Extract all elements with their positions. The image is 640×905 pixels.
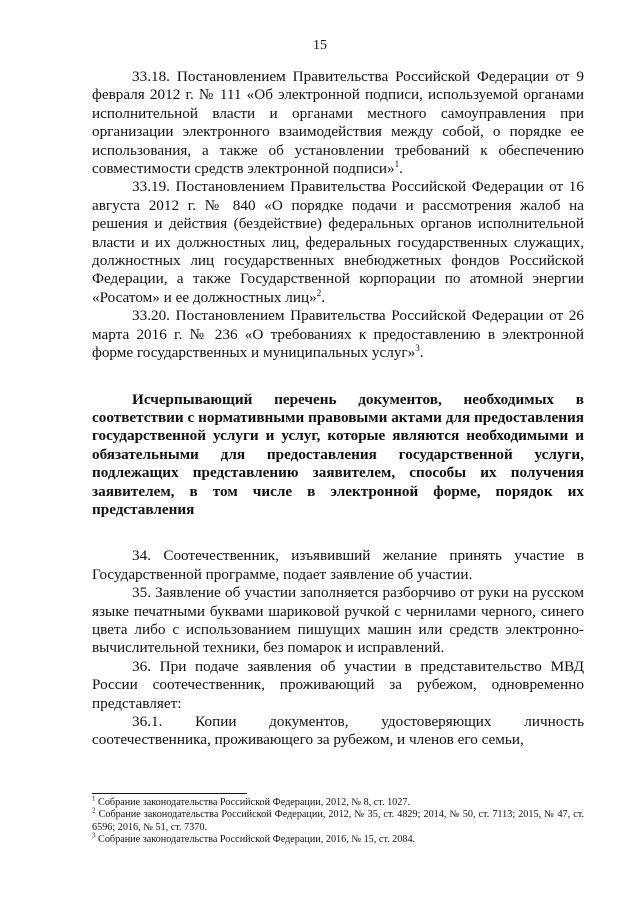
footnote-text: Собрание законодательства Российской Федерации, 2012, № 35, ст. 4829; 2014, № 50, ст. 7113; 2015, № 47, ст. 6596; 2016, № 51, ст. 7370.	[92, 809, 585, 833]
footnote-number: 1	[92, 794, 96, 803]
paragraph-33-20: 33.20. Постановлением Правительства Российской Федерации от 26 марта 2016 г. № 236 «О требованиях к предоставлению в электронной форме государственных и муниципальных услуг»$^3$.	[92, 307, 584, 362]
footnote-ref: 3	[415, 343, 420, 354]
footnote-ref: 1	[394, 158, 400, 169]
document-body	[92, 68, 584, 750]
footnote-2	[92, 809, 584, 834]
footnote-number: 3	[92, 831, 96, 840]
paragraph-34: 34. Соотечественник, изъявивший желание принять участие в Государственной программе, подает заявление об участии.	[92, 547, 584, 583]
page-number: 15	[313, 38, 327, 53]
paragraph-36: 36. При подаче заявления об участии в представительство МВД России соотечественник, проживающий за рубежом, одновременно представляет:	[92, 657, 584, 712]
section-heading: Исчерпывающий перечень документов, необходимых в соответствии с нормативными правовыми актами для предоставления государственной услуги и услуг, которые являются необходимыми и обязательными для предоставления государственной услуги, подлежащих представлению заявителем, способы их получения заявителем, в том числе в электронной форме, порядок их представления	[92, 390, 584, 518]
paragraph-text: 33.19. Постановлением Правительства Российской Федерации от 16 августа 2012 г. № 840 «О порядке подачи и рассмотрения жалоб на решения и действия (бездействие) федеральных органов исполнительной власти и их должностных лиц, федеральных государственных служащих, должностных лиц государственных внебюджетных фондов Российской Федерации, а также Государственной корпорации по атомной энергии «Росатом» и ее должностных лиц»	[92, 178, 584, 306]
paragraph-35: 35. Заявление об участии заполняется разборчиво от руки на русском языке печатными буквами шариковой ручкой с чернилами черного, синего цвета либо с использованием пишущих машин или средств электронно-вычислительной техники, без помарок и исправлений.	[92, 584, 584, 657]
paragraph-text: 33.18. Постановлением Правительства Российской Федерации от 9 февраля 2012 г. № 111 «Об электронной подписи, используемой органами исполнительной власти и органами местного самоуправления при организации электронного взаимодействия между собой, о порядке ее использования, а также об установлении требований к обеспечению совместимости средств электронной подписи»	[92, 68, 584, 178]
footnote-text: Собрание законодательства Российской Федерации, 2012, № 8, ст. 1027.	[98, 797, 410, 808]
footnote-1	[92, 794, 584, 809]
paragraph-33-19: 33.19. Постановлением Правительства Российской Федерации от 16 августа 2012 г. № 840 «О порядке подачи и рассмотрения жалоб на решения и действия (бездействие) федеральных органов исполнительной власти и их должностных лиц, федеральных государственных служащих, должностных лиц государственных внебюджетных фондов Российской Федерации, а также Государственной корпорации по атомной энергии «Росатом» и ее должностных лиц»$^2$.	[92, 178, 584, 306]
footnote-divider	[92, 793, 247, 794]
footnote-number: 2	[92, 807, 96, 816]
footnote-3	[92, 831, 584, 846]
footnotes	[92, 794, 585, 847]
paragraph-33-18: 33.18. Постановлением Правительства Российской Федерации от 9 февраля 2012 г. № 111 «Об электронной подписи, используемой органами исполнительной власти и органами местного самоуправления при организации электронного взаимодействия между собой, о порядке ее использования, а также об установлении требований к обеспечению совместимости средств электронной подписи»$^1$.	[92, 68, 584, 178]
paragraph-text: 33.20. Постановлением Правительства Российской Федерации от 26 марта 2016 г. № 236 «О требованиях к предоставлению в электронной форме государственных и муниципальных услуг»	[92, 307, 584, 362]
footnote-text: Собрание законодательства Российской Федерации, 2016, № 15, ст. 2084.	[98, 834, 416, 846]
paragraph-36-1: 36.1. Копии документов, удостоверяющих личность соотечественника, проживающего за рубежом, и членов его семьи,	[92, 713, 584, 749]
footnote-ref: 2	[316, 287, 322, 298]
